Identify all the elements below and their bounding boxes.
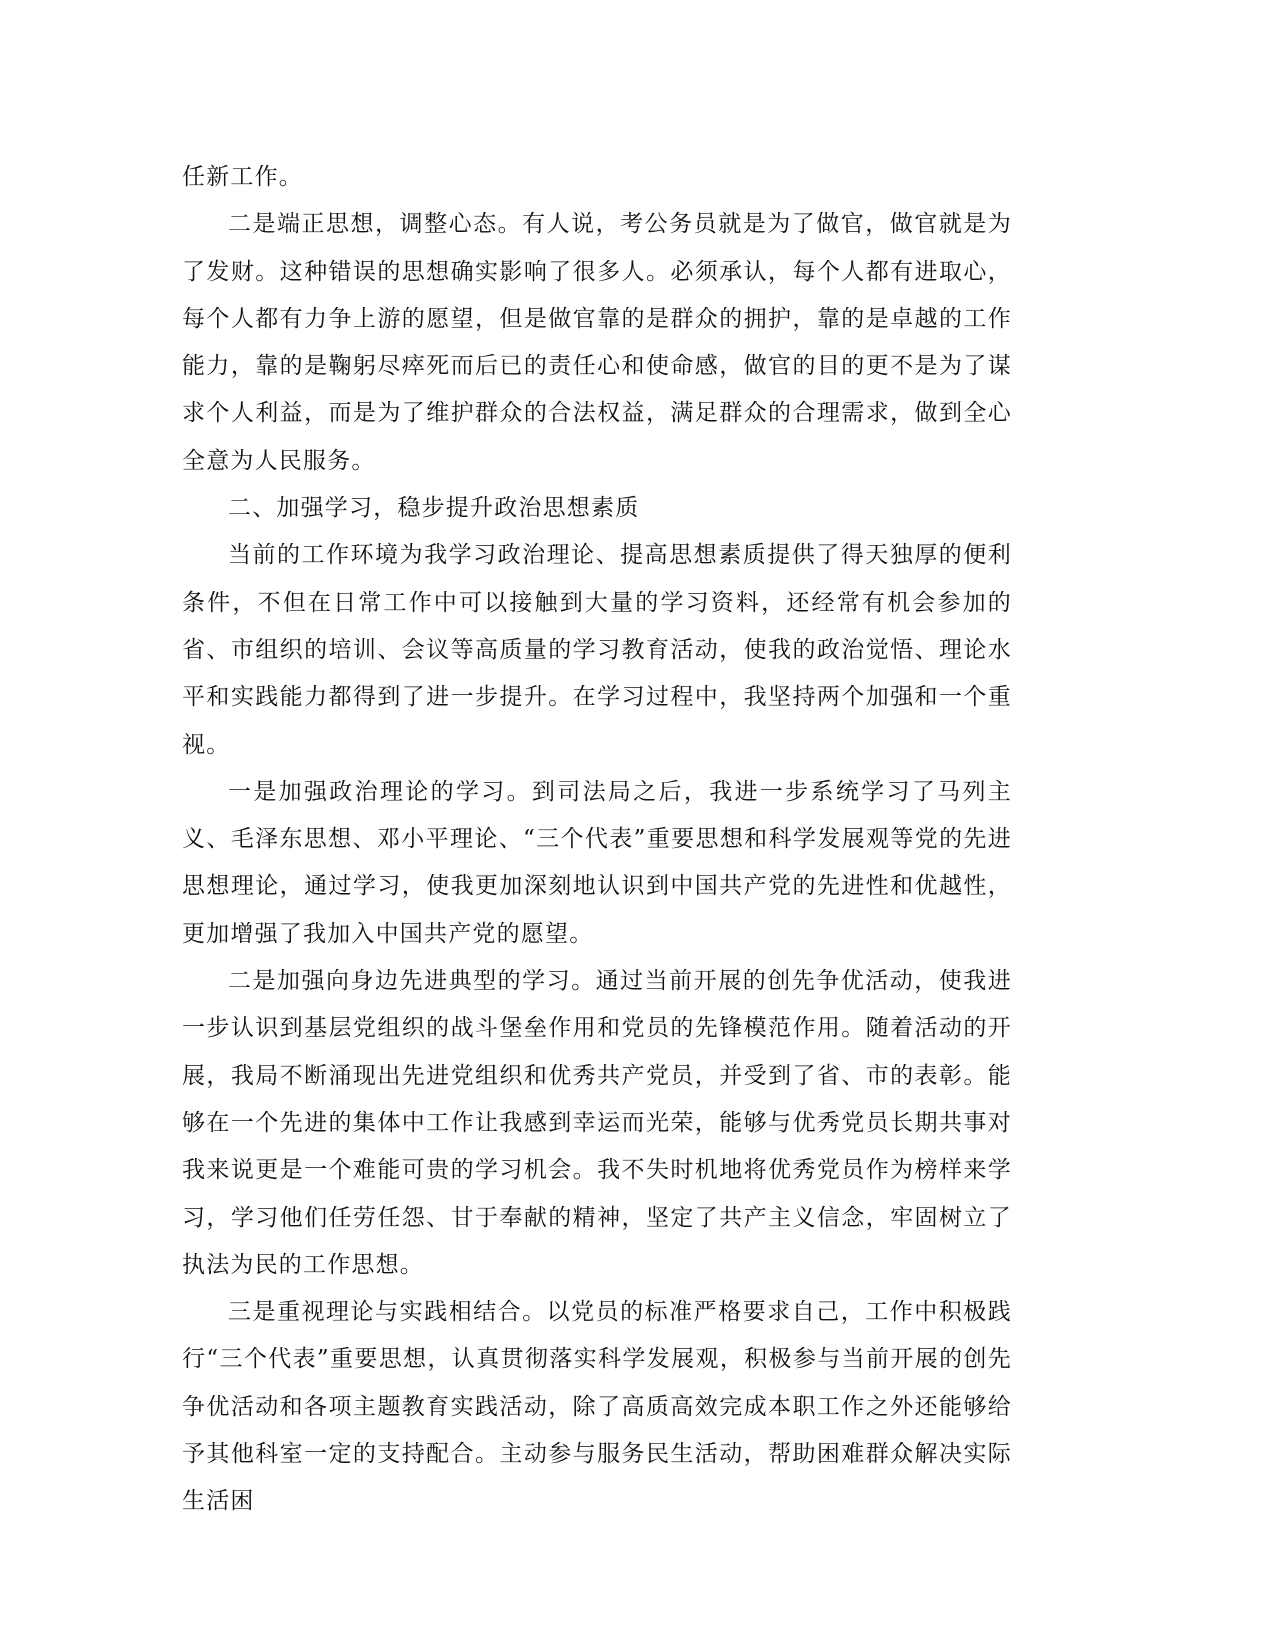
paragraph-5: 二是加强向身边先进典型的学习。通过当前开展的创先争优活动，使我进一步认识到基层党组织的战斗堡垒作用和党员的先锋模范作用。随着活动的开展，我局不断涌现出先进党组织和优秀共产党员，并受到了省、市的表彰。能够在一个先进的集体中工作让我感到幸运而光荣，能够与优秀党员长期共事对我来说更是一个难能可贵的学习机会。我不失时机地将优秀党员作为榜样来学习，学习他们任劳任怨、甘于奉献的精神，坚定了共产主义信念，牢固树立了执法为民的工作思想。 xyxy=(182,968,1012,1278)
paragraph-2: 二是端正思想，调整心态。有人说，考公务员就是为了做官，做官就是为了发财。这种错误的思想确实影响了很多人。必须承认，每个人都有进取心，每个人都有力争上游的愿望，但是做官靠的是群众的拥护，靠的是卓越的工作能力，靠的是鞠躬尽瘁死而后已的责任心和使命感，做官的目的更不是为了谋求个人利益，而是为了维护群众的合法权益，满足群众的合理需求，做到全心全意为人民服务。 xyxy=(182,211,1012,474)
document-page xyxy=(182,154,1012,1526)
paragraph-3: 当前的工作环境为我学习政治理论、提高思想素质提供了得天独厚的便利条件，不但在日常工作中可以接触到大量的学习资料，还经常有机会参加的省、市组织的培训、会议等高质量的学习教育活动，使我的政治觉悟、理论水平和实践能力都得到了进一步提升。在学习过程中，我坚持两个加强和一个重视。 xyxy=(182,542,1012,758)
paragraph-6: 三是重视理论与实践相结合。以党员的标准严格要求自己，工作中积极践行“三个代表”重要思想，认真贯彻落实科学发展观，积极参与当前开展的创先争优活动和各项主题教育实践活动，除了高质高效完成本职工作之外还能够给予其他科室一定的支持配合。主动参与服务民生活动，帮助困难群众解决实际生活困 xyxy=(182,1299,1012,1515)
paragraph-1: 任新工作。 xyxy=(182,164,303,190)
paragraph-4: 一是加强政治理论的学习。到司法局之后，我进一步系统学习了马列主义、毛泽东思想、邓小平理论、“三个代表”重要思想和科学发展观等党的先进思想理论，通过学习，使我更加深刻地认识到中国共产党的先进性和优越性，更加增强了我加入中国共产党的愿望。 xyxy=(182,778,1012,947)
section-heading: 二、加强学习，稳步提升政治思想素质 xyxy=(228,495,640,522)
